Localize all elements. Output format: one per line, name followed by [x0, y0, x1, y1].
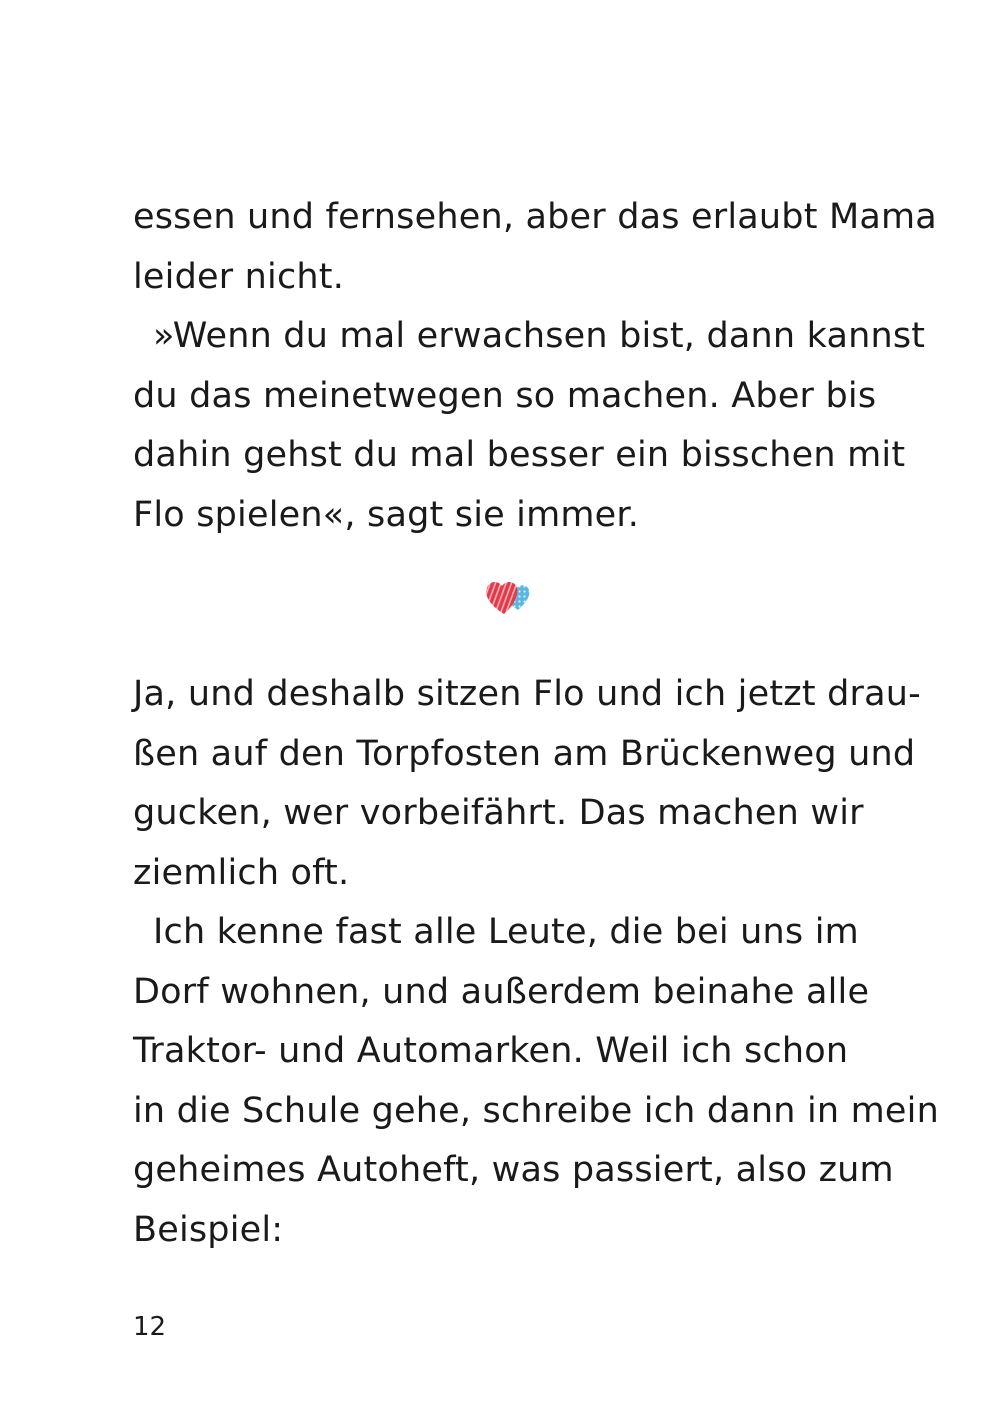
- text-line: Beispiel:: [133, 1209, 284, 1250]
- text-line: leider nicht.: [133, 256, 345, 297]
- text-line: »Wenn du mal erwachsen bist, dann kannst: [153, 316, 926, 356]
- text-line: Dorf wohnen, und außerdem beinahe alle: [133, 971, 870, 1012]
- text-line: geheimes Autoheft, was passiert, also zum: [133, 1150, 894, 1190]
- text-line: in die Schule gehe, schreibe ich dann in mein: [133, 1090, 939, 1131]
- text-line: Traktor- und Automarken. Weil ich schon: [133, 1031, 849, 1071]
- text-line: essen und fernsehen, aber das erlaubt Mama: [133, 197, 937, 237]
- text-line: Ja, und deshalb sitzen Flo und ich jetzt drau-: [133, 674, 921, 714]
- text-line: dahin gehst du mal besser ein bisschen mit: [133, 435, 906, 475]
- text-line: Ich kenne fast alle Leute, die bei uns im: [153, 912, 859, 952]
- text-line: gucken, wer vorbeifährt. Das machen wir: [133, 793, 864, 833]
- text-line: Flo spielen«, sagt sie immer.: [133, 494, 640, 535]
- two-hearts-icon: [482, 574, 538, 616]
- text-line: ziemlich oft.: [133, 852, 350, 893]
- page-number: 12: [133, 1312, 167, 1342]
- text-line: du das meinetwegen so machen. Aber bis: [133, 375, 877, 416]
- text-section-1: [133, 188, 937, 545]
- text-section-2: [133, 665, 939, 1260]
- text-line: ßen auf den Torpfosten am Brückenweg und: [133, 733, 916, 774]
- red-heart-icon: [486, 582, 517, 614]
